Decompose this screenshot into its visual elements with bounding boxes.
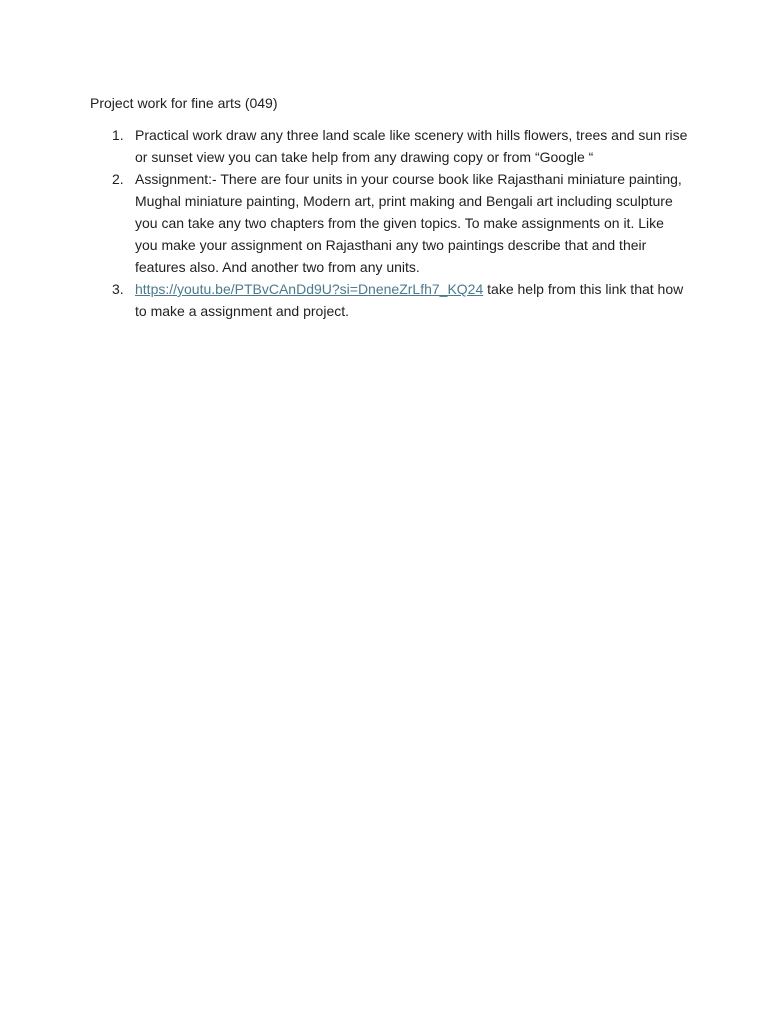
- list-item: [90, 278, 690, 322]
- youtube-link[interactable]: https://youtu.be/PTBvCAnDd9U?si=DneneZrLfh7_KQ24: [135, 281, 484, 297]
- list-item: [90, 124, 690, 168]
- list-number: 1.: [112, 127, 124, 143]
- task-list: [90, 124, 690, 322]
- list-item-text: Assignment:- There are four units in your course book like Rajasthani miniature painting, Mughal miniature painting, Modern art, print making and Bengali art including sculpture you can take any two chapters from the given topics. To make assignments on it. Like you make your assignment on Rajasthani any two paintings describe that and their features also. And another two from any units.: [135, 171, 682, 275]
- list-item-text: Practical work draw any three land scale like scenery with hills flowers, trees and sun rise or sunset view you can take help from any drawing copy or from “Google “: [135, 127, 688, 165]
- list-item-text: take help from this link that how to make a assignment and project.: [135, 281, 684, 319]
- document-title: Project work for fine arts (049): [90, 95, 278, 111]
- list-number: 3.: [112, 281, 124, 297]
- list-item: [90, 168, 690, 278]
- list-number: 2.: [112, 171, 124, 187]
